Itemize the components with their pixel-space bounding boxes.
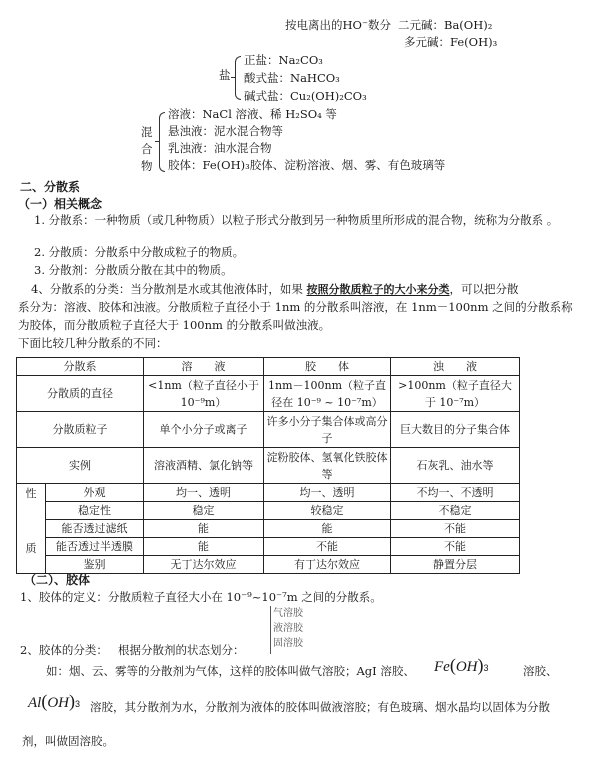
formula-fe-oh-3: Fe(OH)3 — [434, 655, 489, 675]
colloid-classification-label: 2、胶体的分类： — [20, 643, 108, 657]
row-label: 稳定性 — [46, 502, 144, 520]
table-header: 溶 液 — [144, 358, 264, 376]
formula-subscript: 3 — [483, 663, 489, 673]
base-item-poly — [404, 37, 497, 49]
table-cell: 不均一、不透明 — [391, 484, 520, 502]
mixture-item-colloid: 胶体：Fe(OH)₃胶体、淀粉溶液、烟、雾、有色玻璃等 — [168, 158, 446, 172]
salt-name: 酸式盐： — [244, 71, 290, 85]
table-row — [17, 412, 520, 448]
table-header: 浊 液 — [391, 358, 520, 376]
property-group-label — [17, 484, 46, 574]
colloid-type-solid-sol: 固溶胶 — [273, 638, 303, 649]
salt-name: 碱式盐： — [244, 89, 290, 103]
mixture-label-3: 物 — [141, 159, 153, 173]
salt-formula: Cu₂(OH)₂CO₃ — [290, 89, 367, 103]
table-header: 分散系 — [17, 358, 144, 376]
table-cell: 溶液酒精、氯化钠等 — [144, 448, 264, 484]
table-cell: 能 — [144, 538, 264, 556]
table-cell: 均一、透明 — [264, 484, 391, 502]
table-cell: 1nm－100nm（粒子直径在 10⁻⁹ ~ 10⁻⁷m） — [264, 376, 391, 412]
row-label: 分散质粒子 — [17, 412, 144, 448]
table-cell: 石灰乳、油水等 — [391, 448, 520, 484]
salt-formula: NaHCO₃ — [290, 71, 340, 85]
table-cell: >100nm（粒子直径大于 10⁻⁷m） — [391, 376, 520, 412]
formula-group: OH — [47, 695, 70, 711]
colloid-definition: 1、胶体的定义：分散质粒子直径大小在 10⁻⁹~10⁻⁷m 之间的分散系。 — [20, 590, 382, 604]
table-cell: 能 — [144, 520, 264, 538]
section-title-dispersion: 二、分散系 — [20, 180, 81, 194]
table-cell: 均一、透明 — [144, 484, 264, 502]
paragraph-4-line-3: 为胶体，而分散质粒子直径大于 100nm 的分散系叫做浊液。 — [18, 318, 331, 332]
salt-item-normal — [244, 55, 323, 67]
salt-brace-tip — [231, 77, 235, 78]
base-classification-label: 按电离出的HO⁻数分 — [285, 18, 392, 32]
row-label: 外观 — [46, 484, 144, 502]
mixture-brace — [159, 112, 165, 172]
paragraph-4-text: 4、分散系的分类：当分散剂是水或其他液体时，如果 — [31, 282, 307, 296]
salt-label: 盐 — [219, 68, 231, 82]
table-cell: 巨大数目的分子集合体 — [391, 412, 520, 448]
formula-element: Fe — [434, 659, 450, 675]
comparison-table — [16, 357, 520, 574]
table-row — [17, 502, 520, 520]
base-item-binary — [398, 20, 492, 32]
mixture-item-solution: 溶液：NaCl 溶液、稀 H₂SO₄ 等 — [168, 107, 337, 121]
table-header: 胶 体 — [264, 358, 391, 376]
colloid-example-sol: 溶胶、 — [523, 664, 558, 678]
salt-name: 正盐： — [244, 53, 279, 67]
mixture-brace-tip — [155, 141, 159, 142]
mixture-item-emulsion: 乳浊液：油水混合物 — [168, 141, 272, 155]
base-formula: Ba(OH)₂ — [444, 18, 493, 32]
paragraph-2: 2. 分散质：分散系中分散成粒子的物质。 — [34, 245, 245, 259]
paragraph-1: 1. 分散系：一种物质（或几种物质）以粒子形式分散到另一种物质里所形成的混合物，统称为分散系 。 — [34, 213, 559, 227]
colloid-example-line-2: 溶胶，其分散剂为水，分散剂为液体的胶体叫做液溶胶；有色玻璃、烟水晶均以固体为分散 — [90, 700, 550, 714]
row-label: 实例 — [17, 448, 144, 484]
formula-al-oh-3: Al(OH)3 — [28, 691, 81, 711]
colloid-example-line-3: 剂，叫做固溶胶。 — [22, 734, 114, 748]
colloid-type-aerosol: 气溶胶 — [273, 608, 303, 619]
table-row — [17, 376, 520, 412]
table-cell: 不稳定 — [391, 502, 520, 520]
table-cell: 许多小分子集合体或高分子 — [264, 412, 391, 448]
base-formula: Fe(OH)₃ — [450, 35, 498, 49]
colloid-types-brace — [270, 606, 303, 654]
table-cell: 稳定 — [144, 502, 264, 520]
formula-element: Al — [28, 695, 42, 711]
table-cell: 静置分层 — [391, 556, 520, 574]
table-row — [17, 448, 520, 484]
salt-brace — [235, 56, 241, 100]
paragraph-4-line-2: 系分为：溶液、胶体和浊液。分散质粒子直径小于 1nm 的分散系叫溶液，在 1nm－100nm 之间的分散系称 — [18, 300, 573, 314]
table-cell: 能 — [264, 520, 391, 538]
formula-subscript: 3 — [75, 699, 81, 709]
subsection-title-colloid: （二）、胶体 — [24, 573, 91, 587]
row-label: 分散质的直径 — [17, 376, 144, 412]
formula-group: OH — [455, 659, 478, 675]
table-cell: 不能 — [264, 538, 391, 556]
mixture-label-1: 混 — [141, 125, 153, 139]
colloid-classification-by: 根据分散剂的状态划分： — [118, 643, 245, 657]
property-group-char: 质 — [25, 542, 37, 555]
emphasis-text: 按照分散质粒子的大小来分类 — [306, 283, 450, 296]
comparison-intro: 下面比较几种分散系的不同： — [18, 336, 168, 350]
table-cell: 无丁达尔效应 — [144, 556, 264, 574]
table-cell: 不能 — [391, 538, 520, 556]
salt-item-acid — [244, 73, 340, 85]
table-cell: 单个小分子或离子 — [144, 412, 264, 448]
table-row — [17, 538, 520, 556]
table-row — [17, 556, 520, 574]
mixture-item-suspension: 悬浊液：泥水混合物等 — [168, 124, 283, 138]
paragraph-3: 3. 分散剂：分散质分散在其中的物质。 — [34, 263, 233, 277]
table-cell: 不能 — [391, 520, 520, 538]
paragraph-4-line-1 — [31, 284, 518, 296]
table-cell: 较稳定 — [264, 502, 391, 520]
table-cell: <1nm（粒子直径小于 10⁻⁹m） — [144, 376, 264, 412]
table-cell: 淀粉胶体、氢氧化铁胶体等 — [264, 448, 391, 484]
table-row — [17, 520, 520, 538]
base-name: 多元碱： — [404, 35, 450, 49]
subsection-title-concepts: （一）相关概念 — [18, 197, 103, 211]
property-group-char: 性 — [25, 487, 37, 500]
table-cell: 有丁达尔效应 — [264, 556, 391, 574]
paragraph-4-text: ，可以把分散 — [449, 282, 519, 296]
row-label: 能否透过滤纸 — [46, 520, 144, 538]
salt-item-basic — [244, 91, 367, 103]
base-name: 二元碱： — [398, 18, 444, 32]
row-label: 鉴别 — [46, 556, 144, 574]
colloid-type-liquid-sol: 液溶胶 — [273, 623, 303, 634]
table-row — [17, 484, 520, 502]
colloid-example-line-1: 如：烟、云、雾等的分散剂为气体，这样的胶体叫做气溶胶；AgI 溶胶、 — [46, 664, 415, 678]
salt-formula: Na₂CO₃ — [278, 53, 323, 67]
mixture-label-2: 合 — [141, 142, 153, 156]
table-header-row — [17, 358, 520, 376]
row-label: 能否透过半透膜 — [46, 538, 144, 556]
